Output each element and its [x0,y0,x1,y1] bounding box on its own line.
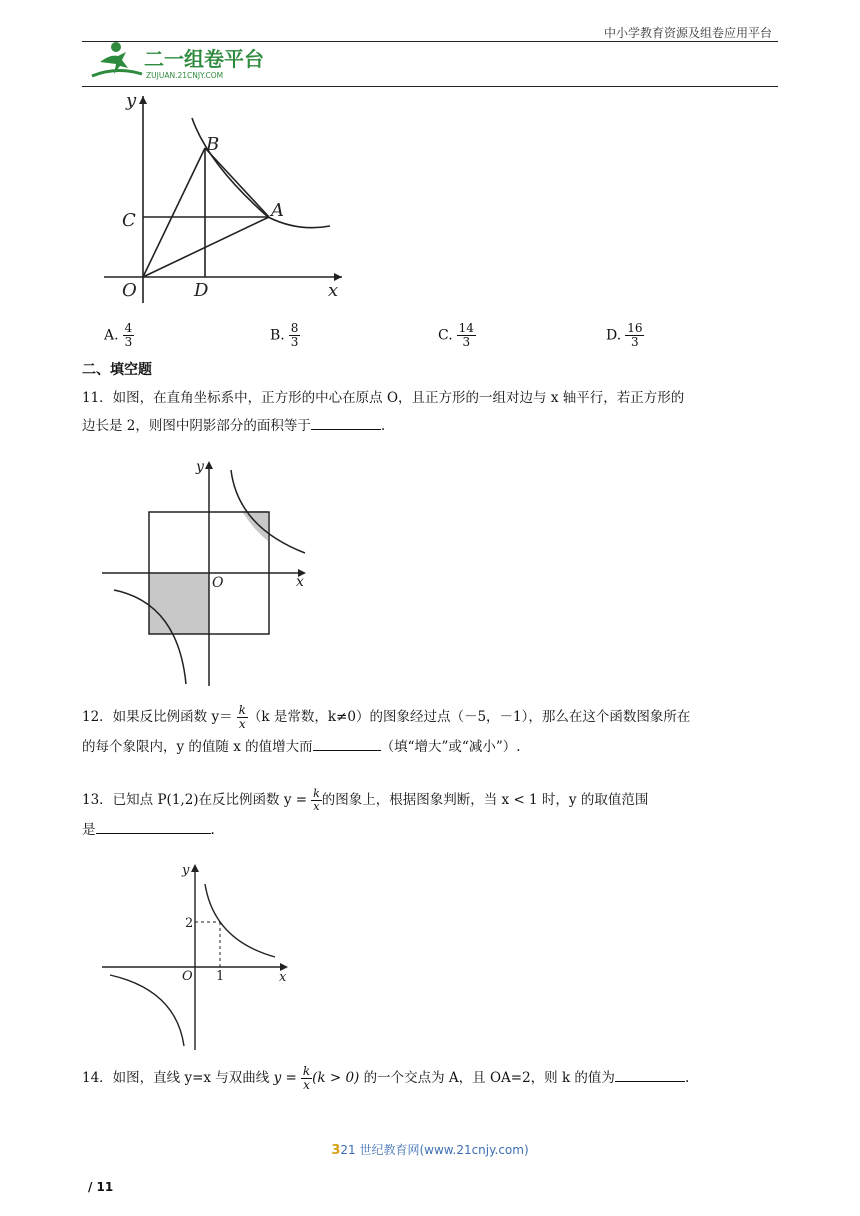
q11-answer-blank[interactable] [311,429,381,430]
q13-text-2: 的图象上，根据图象判断，当 x < 1 时，y 的取值范围 [321,792,649,808]
q12-text-3: 的每个象限内，y 的值随 x 的值增大而 [82,739,313,755]
fig10-label-x: x [328,280,339,301]
figure-q13 [98,860,298,1052]
fig11-label-o: O [212,575,224,591]
q11-line2: 边长是 2，则图中阴影部分的面积等于 [82,418,311,434]
q11-line1: 11．如图，在直角坐标系中，正方形的中心在原点 O，且正方形的一组对边与 x 轴平行，若正方形的 [82,390,685,406]
q14-text-1: 14．如图，直线 y=x 与双曲线 [82,1070,270,1086]
footer [0,1141,860,1158]
figure-q11 [98,457,313,689]
footer-site[interactable]: 21 世纪教育网(www.21cnjy.com) [340,1143,529,1157]
question-13: 13．已知点 P(1,2)在反比例函数 y = $\frac{k}{x}$ 的图象上，根据图象判断，当 x < 1 时，y 的取值范围 是 . [82,787,649,838]
q12-text-2: （k 是常数，k≠0）的图象经过点（－5，－1），那么在这个函数图象所在 [247,709,691,725]
choice-a: A. $\frac{4}{3}$ [104,321,133,349]
logo-subtext: ZUJUAN.21CNJY.COM [146,71,224,80]
logo-text: 二一组卷平台 [144,47,264,71]
fig13-label-o: O [182,969,193,984]
fig10-label-a: A [271,200,284,221]
q14-text-2: 的一个交点为 A，且 OA=2，则 k 的值为 [363,1070,615,1086]
fig13-label-1: 1 [216,969,225,984]
header-rule-lower [82,86,778,87]
question-14: 14．如图，直线 y=x 与双曲线 y = $\frac{k}{x}$ (k > 0) 的一个交点为 A，且 OA=2，则 k 的值为 . [82,1064,690,1092]
choice-c: C. $\frac{14}{3}$ [438,321,474,349]
fig10-label-b: B [206,134,220,155]
q12-text-1: 12．如果反比例函数 y＝ [82,709,233,725]
fig13-label-x: x [279,970,287,985]
fig10-label-o: O [122,280,137,301]
choice-b: B. $\frac{8}{3}$ [270,321,299,349]
page-number: 3 [331,1143,341,1158]
fig11-label-y: y [196,459,204,475]
fig10-label-c: C [122,210,136,231]
choice-d: D. $\frac{16}{3}$ [606,321,643,349]
section-title: 二、填空题 [82,362,152,378]
q12-answer-blank[interactable] [313,750,381,751]
page-total: / 11 [88,1180,114,1194]
figure-q10 [98,90,348,310]
question-11: 11．如图，在直角坐标系中，正方形的中心在原点 O，且正方形的一组对边与 x 轴平行，若正方形的 边长是 2，则图中阴影部分的面积等于 . [82,384,782,440]
runner-logo-icon [86,40,286,84]
platform-name: 中小学教育资源及组卷应用平台 [603,26,772,40]
question-12: 12．如果反比例函数 y＝ $\frac{k}{x}$ （k 是常数，k≠0）的图象经过点（－5，－1），那么在这个函数图象所在 的每个象限内，y 的值随 x 的值增大而 （填“增大”或“减小”）. [82,703,691,755]
fig11-label-x: x [296,574,304,590]
q14-answer-blank[interactable] [615,1081,685,1082]
fig10-label-d: D [194,280,209,301]
fig10-label-y: y [126,90,137,111]
q13-answer-blank[interactable] [96,833,211,834]
fig13-label-2: 2 [185,916,194,931]
logo [86,40,286,84]
q13-text-1: 13．已知点 P(1,2)在反比例函数 y = [82,792,308,808]
fig13-label-y: y [182,863,190,878]
